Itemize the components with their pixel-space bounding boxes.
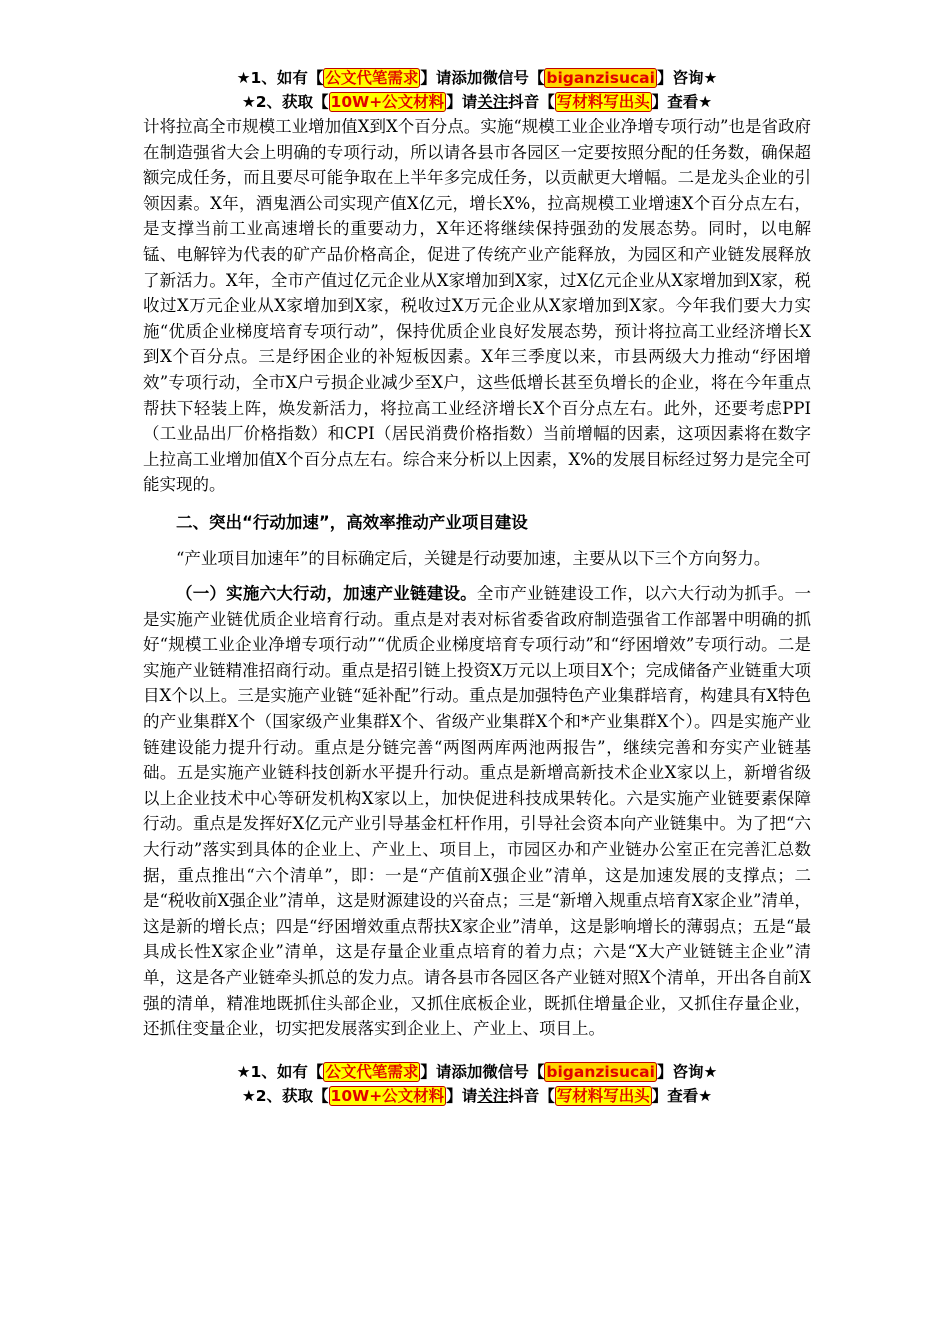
body-paragraph-3	[143, 581, 811, 1042]
douyin-account-tag: 写材料写出头	[556, 93, 650, 111]
section-heading: 二、突出“行动加速”，高效率推动产业项目建设	[176, 512, 528, 532]
body-paragraph-2: “产业项目加速年”的目标确定后，关键是行动要加速，主要从以下三个方向努力。	[176, 548, 771, 568]
subsection-lead: （一）实施六大行动，加速产业链建设。	[176, 584, 477, 604]
subsection-text: 全市产业链建设工作，以六大行动为抓手。一是实施产业链优质企业培育行动。重点是对表对标省委省政府制造强省工作部署中明确的抓好“规模工业企业净增专项行动”“优质企业梯度培育专项行动”和“纾困增效”专项行动。二是实施产业链精准招商行动。重点是招引链上投资X万元以上项目X个；完成储备产业链重大项目X个以上。三是实施产业链“延补配”行动。重点是加强特色产业集群培育，构建具有X特色的产业集群X个（国家级产业集群X个、省级产业集群X个和*产业集群X个）。四是实施产业链建设能力提升行动。重点是分链完善“两图两库两池两报告”，继续完善和夯实产业链基础。五是实施产业链科技创新水平提升行动。重点是新增高新技术企业X家以上，新增省级以上企业技术中心等研发机构X家以上，加快促进科技成果转化。六是实施产业链要素保障行动。重点是发挥好X亿元产业引导基金杠杆作用，引导社会资本向产业链集中。为了把“六大行动”落实到具体的企业上、产业上、项目上，市园区办和产业链办公室正在完善汇总数据，重点推出“六个清单”，即：一是“产值前X强企业”清单，这是加速发展的支撑点；二是“税收前X强企业”清单，这是财源建设的兴奋点；三是“新增入规重点培育X家企业”清单，这是新的增长点；四是“纾困增效重点帮扶X家企业”清单，这是影响增长的薄弱点；五是“最具成长性X家企业”清单，这是存量企业重点培育的着力点；六是“X大产业链链主企业”清单，这是各产业链牵头抓总的发力点。请各县市各园区各产业链对照X个清单，开出各自前X强的清单，精准地既抓住头部企业，又抓住底板企业，既抓住增量企业，又抓住存量企业，还抓住变量企业，切实把发展落实到企业上、产业上、项目上。	[143, 584, 812, 1039]
banner-emphasis: 添加	[451, 69, 483, 87]
banner-text: 抖音【	[508, 1086, 555, 1105]
banner-text: 微信号【	[482, 69, 545, 87]
highlight-tag: 公文代笔需求	[325, 69, 419, 87]
top-banner-line-2	[143, 90, 811, 114]
highlight-tag: 10W+公文材料	[330, 93, 445, 111]
highlight-tag: 公文代笔需求	[325, 1062, 419, 1081]
banner-text: ★2、获取【	[241, 1086, 329, 1105]
banner-text: 】查看★	[651, 93, 713, 111]
banner-text: ★1、如有【	[236, 1062, 324, 1081]
banner-text: 抖音【	[508, 93, 555, 111]
banner-text: ★2、获取【	[241, 93, 329, 111]
banner-text: 】咨询★	[656, 1062, 718, 1081]
banner-emphasis: 关注	[477, 1086, 509, 1105]
banner-text: 】查看★	[651, 1086, 713, 1105]
banner-emphasis: 添加	[451, 1062, 483, 1081]
wechat-id-tag: biganzisucai	[546, 69, 655, 87]
banner-text: 微信号【	[482, 1062, 545, 1081]
banner-text: 】请	[446, 93, 478, 111]
banner-text: ★1、如有【	[236, 69, 324, 87]
body-paragraph-1: 计将拉高全市规模工业增加值X到X个百分点。实施“规模工业企业净增专项行动”也是省政府在制造强省大会上明确的专项行动，所以请各县市各园区一定要按照分配的任务数，确保超额完成任务，而且要尽可能争取在上半年多完成任务，以贡献更大增幅。二是龙头企业的引领因素。X年，酒鬼酒公司实现产值X亿元，增长X%，拉高规模工业增速X个百分点左右，是支撑当前工业高速增长的重要动力，X年还将继续保持强劲的发展态势。同时，以电解锰、电解锌为代表的矿产品价格高企，促进了传统产业产能释放，为园区和产业链发展释放了新活力。X年，全市产值过亿元企业从X家增加到X家，过X亿元企业从X家增加到X家，税收过X万元企业从X家增加到X家，税收过X万元企业从X家增加到X家。今年我们要大力实施“优质企业梯度培育专项行动”，保持优质企业良好发展态势，预计将拉高工业经济增长X到X个百分点。三是纾困企业的补短板因素。X年三季度以来，市县两级大力推动“纾困增效”专项行动，全市X户亏损企业减少至X户，这些低增长甚至负增长的企业，将在今年重点帮扶下轻装上阵，焕发新活力，将拉高工业经济增长X个百分点左右。此外，还要考虑PPI（工业品出厂价格指数）和CPI（居民消费价格指数）当前增幅的因素，这项因素将在数字上拉高工业增加值X个百分点左右。综合来分析以上因素，X%的发展目标经过努力是完全可能实现的。	[143, 117, 811, 495]
document-page	[143, 66, 811, 1108]
top-banner-line-1	[143, 66, 811, 90]
wechat-id-tag: biganzisucai	[546, 1062, 655, 1081]
banner-text: 】请	[446, 1086, 478, 1105]
highlight-tag: 10W+公文材料	[330, 1086, 445, 1105]
banner-text: 】请	[420, 1062, 452, 1081]
banner-emphasis: 关注	[477, 93, 509, 111]
banner-text: 】咨询★	[656, 69, 718, 87]
banner-text: 】请	[420, 69, 452, 87]
bottom-banner-line-1	[143, 1060, 811, 1084]
bottom-banner-line-2	[143, 1084, 811, 1108]
douyin-account-tag: 写材料写出头	[556, 1086, 650, 1105]
